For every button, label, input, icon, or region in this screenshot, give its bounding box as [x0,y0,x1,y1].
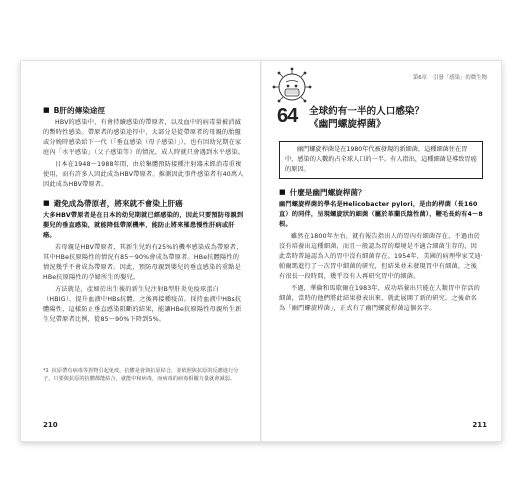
page-number-left: 210 [43,421,58,429]
chapter-label: 第6章 [412,75,428,81]
paragraph: 日本在1948～1988年間，由於集體預防接種注射器未經消毒重複使用，而有許多人因此成為HBV帶原者。推測因此事件感染者有40萬人因此成為HBV帶原者。 [43,161,244,188]
left-page [21,61,261,441]
intro-box [279,141,483,179]
chapter-title: 引發「感染」的微生物 [433,75,487,81]
footnote [43,367,245,383]
page-number-right: 211 [472,421,487,429]
paragraph: 若母親是HBV帶原者，其新生兒約有25%的機率感染成為帶原者，其中HBe抗原陽性的情況有85～90%會成為帶原者。HBe抗體陽性的情況幾乎不會成為帶原者。因此，預防母親到嬰兒的垂直感染的重點是HBe抗原陽性的孕婦所生的嬰兒。 [43,244,243,281]
paragraph: HBV的感染中，有會持續感染的帶原者，以及血中的病毒量被消滅的暫時性感染。帶原者的感染途徑中，大部分是從帶原者的母親的胎盤或分娩時感染給下一代（「垂直感染（母子感染）」），也有因幼兒期在家庭內「水平感染」（父子感染等）的情況，成人時就只會遇到水平感染。 [43,119,245,156]
section-title: B肝的傳染途徑 [53,106,105,115]
square-bullet-icon: ■ [279,188,286,196]
highlighted-paragraph: 大多HBV帶原者是在日本的幼兒期就已經感染的，因此只要預防母親到嬰兒的垂直感染，就能降低帶原機率，能防止將來罹患慢性肝病或肝癌。 [43,212,244,239]
section-heading-prevention [43,198,245,209]
section-heading-transmission [43,105,245,116]
footnote-mark: *1 [43,368,49,374]
right-page [261,61,501,441]
article-number: 64 [277,105,298,127]
paragraph: 不過，華倫和馬歇爾在1983年，成功培養出只能在人類胃中存活的細菌，當時的他們將此結果發表出來，就此展開了新的研究。之後命名為「幽門螺旋桿菌」，正式有了幽門螺旋桿菌這個名字。 [279,285,481,312]
square-bullet-icon: ■ [43,106,50,114]
paragraph: 方法就是，產婦於出生後的新生兒注射B型肝炎免疫球蛋白（HBIG），提升血液中HBs抗體，之後再接種疫苗。採持血液中HBs抗體陽性，這樣防止垂直感染阻斷的結果，能讓HBe抗原陽性母親所生新生兒帶原者比例，從85～90%下降到5%。 [43,286,242,323]
running-head [413,73,487,81]
right-page-body [279,181,483,314]
highlighted-paragraph: 幽門螺旋桿菌的學名是Helicobacter pylori，是由約桿菌（長160直）的同伴，呈現螺旋狀的細菌（屬於革蘭氏陰性菌），鞭毛長約有4～8根。 [279,201,483,228]
square-bullet-icon: ■ [43,199,50,207]
section-title: 避免成為帶原者，將來就不會染上肝癌 [53,199,183,208]
intro-text: 幽門螺旋桿菌是在1980年代被發現的新細菌，這種細菌住在胃中，感染的人數約占全球人口的一半。有人指出，這種細菌是導致胃癌的原因。 [285,146,477,173]
germ-mascot-icon [269,65,315,109]
article-title-line2: 《幽門螺旋桿菌》 [309,119,386,130]
article-title-line1: 全球約有一半的人口感染？ [309,106,425,117]
section-heading-what-is [279,187,483,198]
footnote-text: 抗原帶有病毒等異物引起免疫，抗體是會與抗原結合，並依照與抗原的反應進行分子。只要與抗原的抗體都能結合，就能中和病毒，而病毒的病毒相關力量就會減弱。 [43,368,239,382]
paragraph: 雖然在1800年左右，就有報告指出人的胃內有細菌存在，不過由於沒有培養出這種細菌，而且一般認為胃的環境是不適合細菌生存的，因此當時普遍認為人的胃中沒有細菌存在。1954年，美國的病理學家艾迪·帕爾瑪進行了一次胃中細菌的研究，但結果並未發現胃中有細菌，之後有很長一段時間，幾乎沒有人再研究胃中的細菌。 [279,233,483,280]
section-title: 什麼是幽門螺旋桿菌？ [289,188,366,197]
book-spread [20,60,502,442]
left-page-body [43,99,245,325]
article-title [309,105,493,131]
